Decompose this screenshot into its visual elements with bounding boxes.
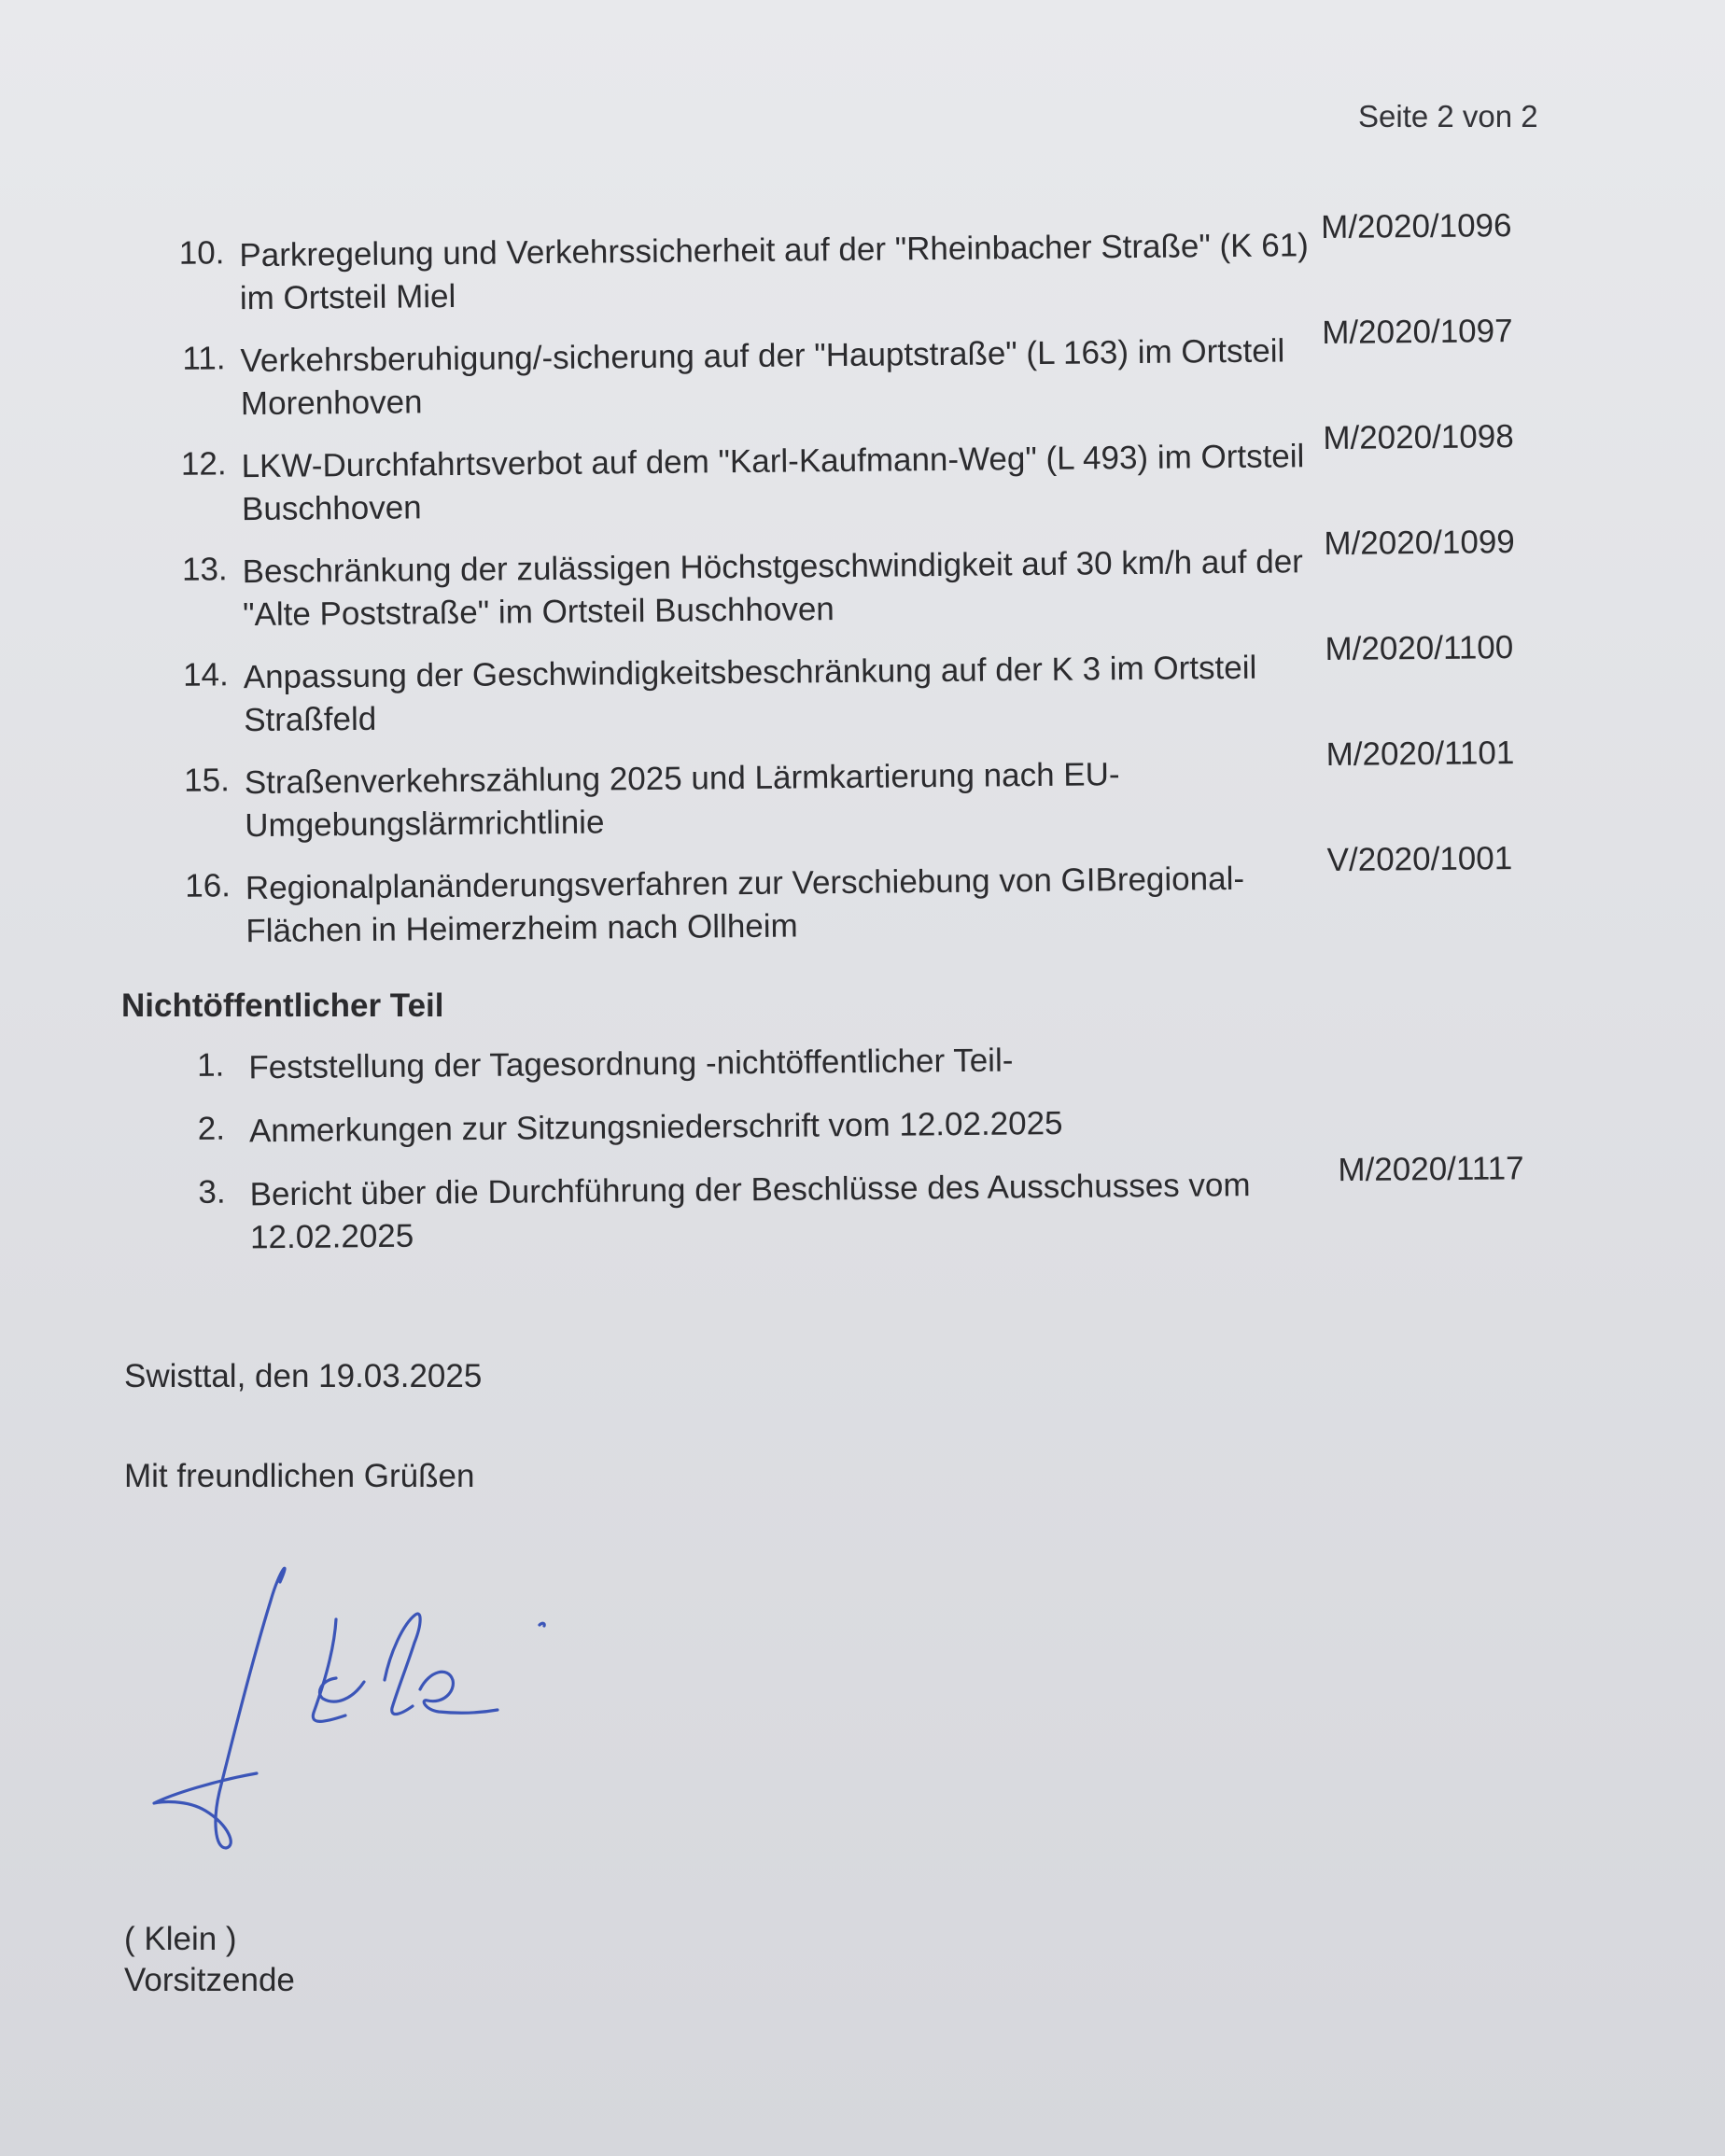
nonpublic-agenda-list [187,1023,1561,1256]
item-reference: V/2020/1001 [1326,840,1513,879]
agenda-item [160,307,1561,426]
item-reference: M/2020/1096 [1321,207,1512,246]
item-number: 10. [178,234,225,272]
item-number: 11. [182,340,226,377]
page-number: Seite 2 von 2 [1358,99,1538,133]
agenda-item [161,518,1563,637]
place-and-date: Swisttal, den 19.03.2025 [124,1358,483,1394]
agenda-item [188,1150,1561,1256]
signer-name: ( Klein ) [124,1921,237,1957]
item-title: LKW-Durchfahrtsverbot auf dem "Karl-Kaufmann-Weg" (L 493) im Ortsteil Buschhoven [241,438,1305,528]
item-title: Parkregelung und Verkehrssicherheit auf der "Rheinbacher Straße" (K 61) im Ortsteil Miel [239,227,1310,317]
signer-role: Vorsitzende [124,1962,295,1998]
item-title: Feststellung der Tagesordnung -nichtöffentlicher Teil- [248,1042,1014,1086]
closing-salutation: Mit freundlichen Grüßen [124,1458,475,1494]
item-number: 14. [182,656,229,693]
item-number: 1. [196,1046,225,1084]
public-agenda-list [159,202,1566,953]
agenda-item [161,413,1562,531]
item-number: 13. [181,551,228,588]
item-title: Verkehrsberuhigung/-sicherung auf der "Hauptstraße" (L 163) im Ortsteil Morenhoven [240,332,1285,423]
nonpublic-section-heading: Nichtöffentlicher Teil [121,987,444,1024]
item-number: 2. [197,1110,226,1147]
agenda-item [165,834,1566,953]
item-number: 3. [198,1173,226,1211]
item-reference: M/2020/1117 [1338,1150,1524,1189]
item-reference: M/2020/1101 [1325,735,1515,774]
item-title: Anmerkungen zur Sitzungsniederschrift vom 12.02.2025 [248,1104,1063,1150]
item-title: Regionalplanänderungsverfahren zur Verschiebung von GIBregional-Flächen in Heimerzheim nach Ollheim [245,860,1245,950]
item-title: Beschränkung der zulässigen Höchstgeschwindigkeit auf 30 km/h auf der "Alte Poststraße" im Ortsteil Buschhoven [242,543,1304,634]
item-number: 15. [183,762,231,799]
item-reference: M/2020/1100 [1325,629,1514,668]
item-reference: M/2020/1099 [1324,524,1515,563]
item-title: Straßenverkehrszählung 2025 und Lärmkartierung nach EU-Umgebungslärmrichtlinie [244,756,1120,845]
agenda-item [162,623,1564,742]
agenda-item [159,202,1560,320]
item-number: 16. [185,867,231,904]
agenda-item [163,729,1564,847]
item-reference: M/2020/1098 [1323,418,1514,457]
item-title: Anpassung der Geschwindigkeitsbeschränkung auf der K 3 im Ortsteil Straßfeld [243,649,1257,739]
item-title: Bericht über die Durchführung der Beschlüsse des Ausschusses vom 12.02.2025 [249,1167,1251,1256]
handwritten-signature [140,1549,569,1867]
item-number: 12. [180,445,227,483]
item-reference: M/2020/1097 [1322,313,1513,352]
